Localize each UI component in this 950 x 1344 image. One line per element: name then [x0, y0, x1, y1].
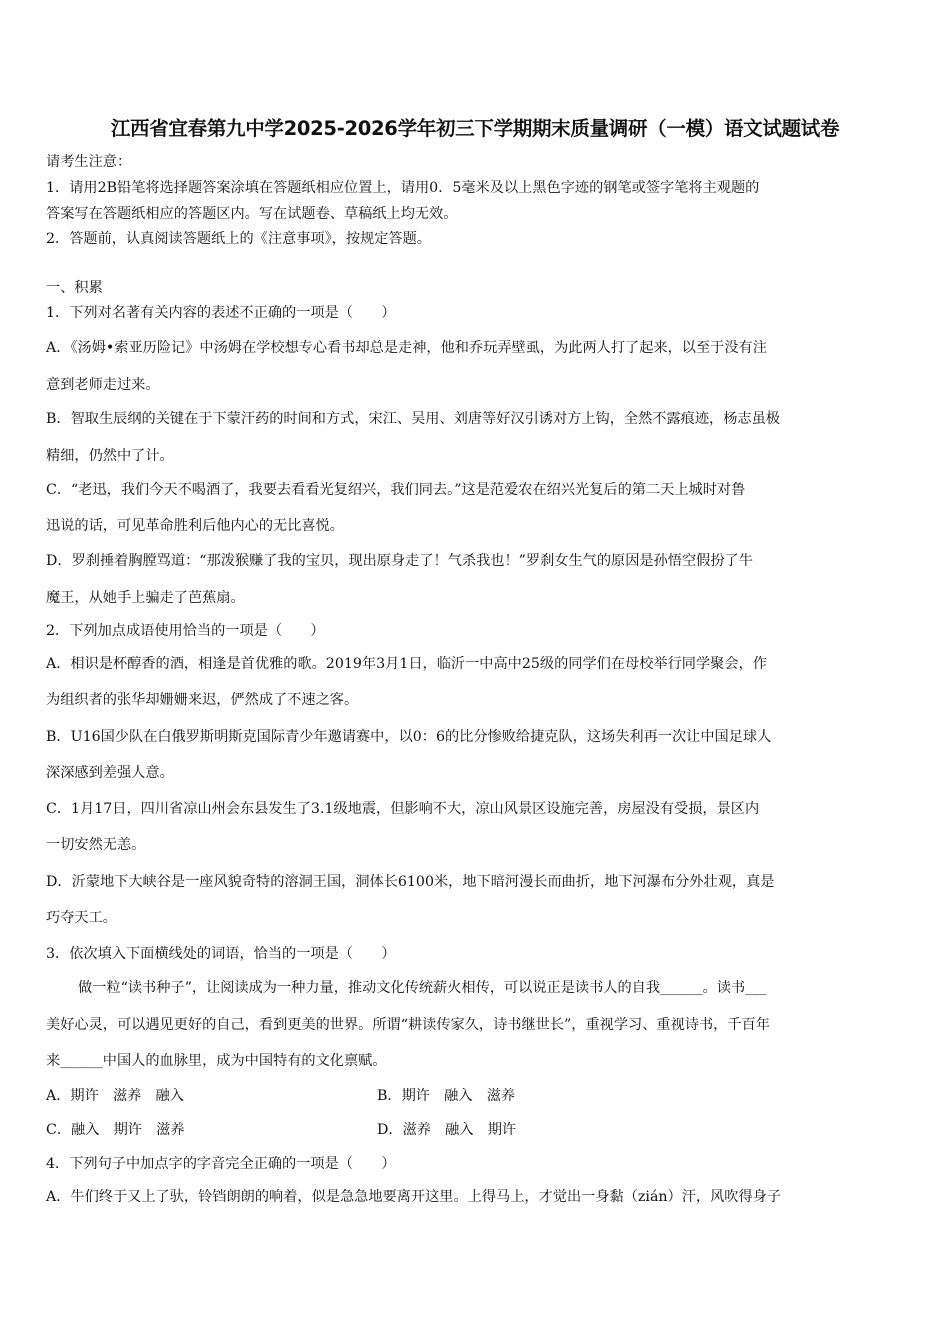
q3-option-b: B．期许 融入 滋养	[377, 1088, 516, 1104]
q1-option-b-line1: B．智取生辰纲的关键在于下蒙汗药的时间和方式，宋江、吴用、刘唐等好汉引诱对方上钩，全然不露痕迹，杨志虽极	[46, 411, 780, 427]
q2-option-d-line1: D．沂蒙地下大峡谷是一座风貌奇特的溶洞王国，洞体长6100米，地下暗河漫长而曲折，地下河瀑布分外壮观，真是	[46, 874, 775, 890]
q1-option-a-line2: 意到老师走过来。	[46, 377, 160, 393]
q1-option-a-line1: A．《汤姆•索亚历险记》中汤姆在学校想专心看书却总是走神，他和乔玩弄壁虱，为此两人打了起来，以至于没有注	[46, 340, 767, 356]
q1-option-d-line1: D．罗刹捶着胸膛骂道：“那泼猴赚了我的宝贝，现出原身走了！气杀我也！”罗刹女生气的原因是孙悟空假扮了牛	[46, 553, 753, 569]
notice-line-1: 1．请用2B铅笔将选择题答案涂填在答题纸相应位置上，请用0．5毫米及以上黑色字迹的钢笔或签字笔将主观题的	[46, 180, 760, 196]
notice-line-2: 答案写在答题纸相应的答题区内。写在试题卷、草稿纸上均无效。	[46, 206, 458, 222]
q1-option-c-line1: C．“老迅，我们今天不喝酒了，我要去看看光复绍兴，我们同去。”这是范爱农在绍兴光复后的第二天上城时对鲁	[46, 482, 746, 498]
q2-stem: 2．下列加点成语使用恰当的一项是（ ）	[46, 623, 325, 639]
q1-option-d-line2: 魔王，从她手上骗走了芭蕉扇。	[46, 590, 245, 606]
q2-option-a-line1: A．相识是杯醇香的酒，相逢是首优雅的歌。2019年3月1日，临沂一中高中25级的同学们在母校举行同学聚会，作	[46, 656, 767, 672]
q3-passage-line3: 来______中国人的血脉里，成为中国特有的文化禀赋。	[46, 1053, 387, 1069]
q3-passage-line1: 做一粒“读书种子”，让阅读成为一种力量，推动文化传统薪火相传，可以说正是读书人的自我______。读书___	[78, 980, 767, 996]
q4-stem: 4．下列句子中加点字的字音完全正确的一项是（ ）	[46, 1156, 396, 1172]
q3-passage-line2: 美好心灵，可以遇见更好的自己，看到更美的世界。所谓“耕读传家久，诗书继世长”，重视学习、重视诗书，千百年	[46, 1017, 770, 1033]
q4-option-a-line1: A．牛们终于又上了驮，铃铛朗朗的响着，似是急急地要离开这里。上得马上，才觉出一身黏（zián）汗，风吹得身子	[46, 1189, 782, 1205]
q2-option-c-line2: 一切安然无恙。	[46, 837, 146, 853]
notice-heading: 请考生注意：	[46, 154, 132, 170]
q3-stem: 3．依次填入下面横线处的词语，恰当的一项是（ ）	[46, 946, 396, 962]
q2-option-d-line2: 巧夺天工。	[46, 910, 117, 926]
q2-option-b-line1: B．U16国少队在白俄罗斯明斯克国际青少年邀请赛中，以0：6的比分惨败给捷克队，这场失利再一次让中国足球人	[46, 729, 772, 745]
q2-option-b-line2: 深深感到差强人意。	[46, 765, 174, 781]
notice-line-3: 2．答题前，认真阅读答题纸上的《注意事项》，按规定答题。	[46, 231, 431, 247]
q1-option-c-line2: 迅说的话，可见革命胜利后他内心的无比喜悦。	[46, 518, 344, 534]
q2-option-a-line2: 为组织者的张华却姗姗来迟，俨然成了不速之客。	[46, 692, 359, 708]
q3-option-a: A．期许 滋养 融入	[46, 1088, 184, 1104]
exam-title: 江西省宜春第九中学2025-2026学年初三下学期期末质量调研（一模）语文试题试卷	[110, 117, 840, 140]
q3-option-c: C．融入 期许 滋养	[46, 1122, 185, 1138]
q2-option-c-line1: C．1月17日，四川省凉山州会东县发生了3.1级地震，但影响不大，凉山风景区设施完善，房屋没有受损，景区内	[46, 801, 760, 817]
section-heading: 一、积累	[46, 280, 103, 296]
q3-option-d: D．滋养 融入 期许	[377, 1122, 517, 1138]
q1-option-b-line2: 精细，仍然中了计。	[46, 448, 174, 464]
q1-stem: 1．下列对名著有关内容的表述不正确的一项是（ ）	[46, 305, 396, 321]
